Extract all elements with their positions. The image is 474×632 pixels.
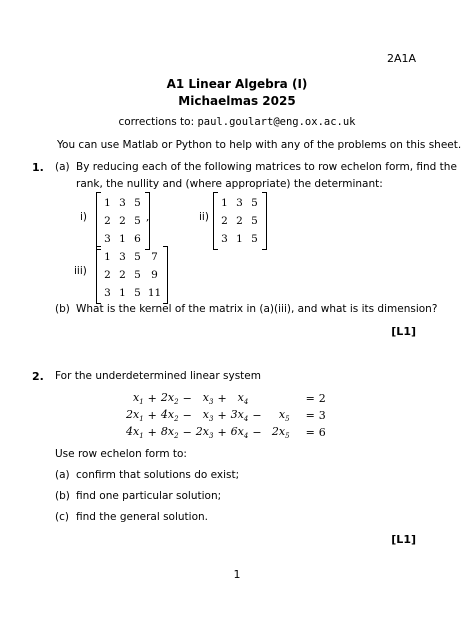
eq-term: $x_3$ bbox=[202, 407, 214, 424]
matrix-cell: 5 bbox=[134, 269, 141, 281]
matrix-cell: 1 bbox=[119, 233, 126, 245]
equation-row bbox=[124, 390, 328, 407]
matrix-cell: 1 bbox=[236, 233, 243, 245]
q2-level: [L1] bbox=[391, 533, 416, 546]
eq-operator: − bbox=[252, 426, 262, 439]
eq-rhs: 6 bbox=[318, 426, 326, 439]
matrix-row bbox=[100, 212, 146, 230]
q2a-label: (a) bbox=[55, 469, 70, 481]
matrix-cell: 5 bbox=[134, 251, 141, 263]
q2b-label: (b) bbox=[55, 490, 70, 502]
matrix-row bbox=[217, 230, 263, 248]
title-line1: A1 Linear Algebra (I) bbox=[166, 77, 308, 91]
matrix-row bbox=[217, 212, 263, 230]
corrections-email: paul.goulart@eng.ox.ac.uk bbox=[197, 116, 356, 128]
page-number: 1 bbox=[233, 568, 241, 581]
matrix-cell: 6 bbox=[134, 233, 141, 245]
matrix-i bbox=[96, 192, 150, 250]
q2-number: 2. bbox=[32, 370, 44, 383]
matrix-row bbox=[100, 194, 146, 212]
matrix-cell: 3 bbox=[104, 233, 111, 245]
equation-row bbox=[124, 407, 328, 424]
matrix-cell: 2 bbox=[119, 215, 126, 227]
matrix-row bbox=[100, 284, 164, 302]
eq-operator: − bbox=[182, 392, 192, 405]
m1-label: i) bbox=[80, 211, 88, 223]
matrix-cell: 5 bbox=[251, 197, 258, 209]
matrix-cell: 1 bbox=[119, 287, 126, 299]
eq-term: $2x_3$ bbox=[195, 424, 214, 441]
matrix-cell: 9 bbox=[151, 269, 158, 281]
matrix-ii bbox=[213, 192, 267, 250]
eq-operator: + bbox=[147, 426, 157, 439]
matrix-cell: 1 bbox=[104, 251, 111, 263]
eq-equals: = bbox=[305, 426, 315, 439]
eq-operator: + bbox=[147, 409, 157, 422]
eq-operator: − bbox=[182, 409, 192, 422]
q1a-label: (a) bbox=[55, 161, 70, 173]
matrix-cell: 5 bbox=[251, 215, 258, 227]
eq-operator: + bbox=[217, 409, 227, 422]
matrix-cell: 1 bbox=[104, 197, 111, 209]
linear-system bbox=[124, 390, 328, 441]
q1a-line1: By reducing each of the following matrices to row echelon form, find the bbox=[76, 161, 457, 173]
m3-label: iii) bbox=[74, 265, 87, 277]
matrix-cell: 3 bbox=[221, 233, 228, 245]
eq-term: $2x_5$ bbox=[271, 424, 290, 441]
title-line2: Michaelmas 2025 bbox=[178, 94, 296, 108]
q2c-label: (c) bbox=[55, 511, 69, 523]
q1a-line2: rank, the nullity and (where appropriate) the determinant: bbox=[76, 178, 383, 190]
eq-term: $4x_1$ bbox=[126, 424, 144, 441]
eq-term: $x_3$ bbox=[202, 390, 214, 407]
intro-text: You can use Matlab or Python to help with any of the problems on this sheet. bbox=[57, 139, 462, 151]
q2-use-text: Use row echelon form to: bbox=[55, 448, 187, 460]
m2-label: ii) bbox=[199, 211, 209, 223]
q2-intro: For the underdetermined linear system bbox=[55, 370, 261, 382]
matrix-cell: 3 bbox=[119, 251, 126, 263]
matrix-cell: 3 bbox=[104, 287, 111, 299]
matrix-cell: 2 bbox=[221, 215, 228, 227]
q1-number: 1. bbox=[32, 161, 44, 174]
matrix-cell: 1 bbox=[221, 197, 228, 209]
matrix-cell: 2 bbox=[119, 269, 126, 281]
matrix-cell: 11 bbox=[147, 287, 162, 299]
eq-term: $x_5$ bbox=[278, 407, 290, 424]
matrix-iii bbox=[96, 246, 168, 304]
eq-term bbox=[264, 390, 292, 407]
eq-rhs: 3 bbox=[318, 409, 326, 422]
q1-level: [L1] bbox=[391, 325, 416, 338]
q1b-text: What is the kernel of the matrix in (a)(iii), and what is its dimension? bbox=[76, 303, 438, 315]
q2a-text: confirm that solutions do exist; bbox=[76, 469, 240, 481]
eq-operator: − bbox=[182, 426, 192, 439]
matrix-cell: 5 bbox=[134, 197, 141, 209]
matrix-cell: 2 bbox=[104, 215, 111, 227]
corrections-label: corrections to: bbox=[118, 116, 195, 128]
matrix-row bbox=[100, 266, 164, 284]
q1b-label: (b) bbox=[55, 303, 70, 315]
matrix-cell: 2 bbox=[236, 215, 243, 227]
eq-equals: = bbox=[305, 392, 315, 405]
eq-operator: + bbox=[217, 426, 227, 439]
matrix-cell: 2 bbox=[104, 269, 111, 281]
corrections-line bbox=[0, 116, 474, 128]
m1-suffix: , bbox=[146, 211, 150, 223]
matrix-row bbox=[217, 194, 263, 212]
eq-term: $3x_4$ bbox=[230, 407, 249, 424]
eq-term: $6x_4$ bbox=[230, 424, 249, 441]
q2c-text: find the general solution. bbox=[76, 511, 209, 523]
q2b-text: find one particular solution; bbox=[76, 490, 222, 502]
eq-operator: + bbox=[147, 392, 157, 405]
eq-term: $4x_2$ bbox=[160, 407, 179, 424]
matrix-cell: 5 bbox=[251, 233, 258, 245]
eq-term: $2x_1$ bbox=[126, 407, 144, 424]
matrix-cell: 3 bbox=[236, 197, 243, 209]
matrix-cell: 5 bbox=[134, 215, 141, 227]
eq-operator: + bbox=[217, 392, 227, 405]
sheet-code: 2A1A bbox=[386, 52, 416, 65]
matrix-cell: 7 bbox=[151, 251, 158, 263]
eq-equals: = bbox=[305, 409, 315, 422]
matrix-cell: 5 bbox=[134, 287, 141, 299]
eq-rhs: 2 bbox=[318, 392, 326, 405]
eq-operator bbox=[250, 390, 263, 407]
equation-row bbox=[124, 424, 328, 441]
eq-term: $x_4$ bbox=[237, 390, 249, 407]
eq-term: $2x_2$ bbox=[160, 390, 179, 407]
eq-term: $8x_2$ bbox=[160, 424, 179, 441]
matrix-cell: 3 bbox=[119, 197, 126, 209]
eq-term: $x_1$ bbox=[132, 390, 144, 407]
matrix-row bbox=[100, 248, 164, 266]
eq-operator: − bbox=[252, 409, 262, 422]
